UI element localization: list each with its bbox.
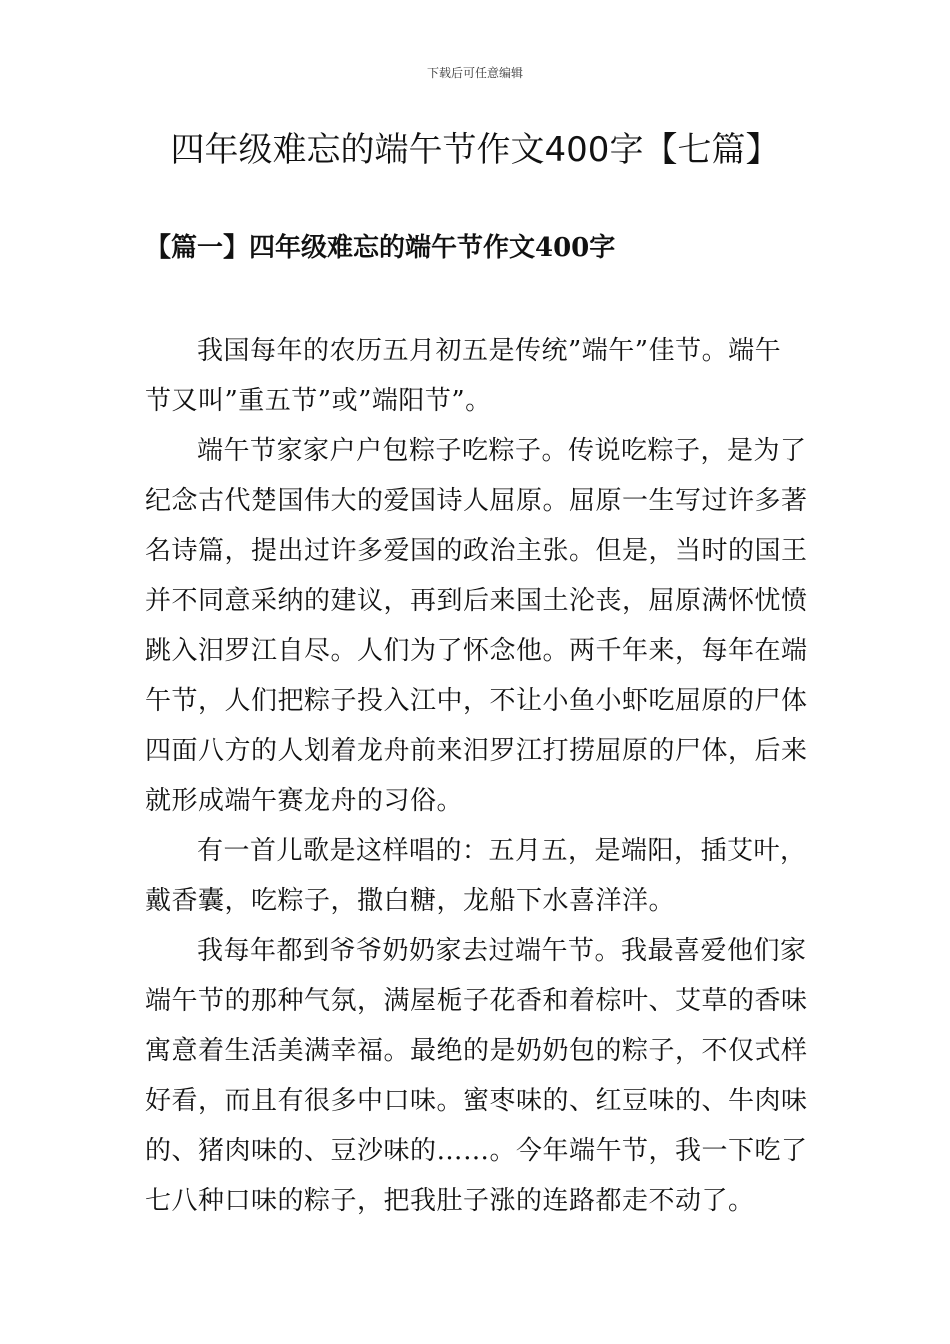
text-line: 名诗篇，提出过许多爱国的政治主张。但是，当时的国王 — [145, 536, 808, 566]
text-line: 节又叫”重五节”或”端阳节”。 — [145, 386, 492, 416]
text-line: 午节，人们把粽子投入江中，不让小鱼小虾吃屈原的尸体 — [145, 686, 808, 716]
text-line: 并不同意采纳的建议，再到后来国土沦丧，屈原满怀忧愤 — [145, 586, 808, 616]
text-line: 我国每年的农历五月初五是传统”端午”佳节。端午 — [197, 336, 782, 366]
text-line: 纪念古代楚国伟大的爱国诗人屈原。屈原一生写过许多著 — [145, 486, 808, 516]
paragraph-1 — [145, 326, 805, 426]
text-line: 端午节的那种气氛，满屋栀子花香和着棕叶、艾草的香味 — [145, 986, 808, 1016]
text-line: 好看，而且有很多中口味。蜜枣味的、红豆味的、牛肉味 — [145, 1086, 808, 1116]
text-line: 寓意着生活美满幸福。最绝的是奶奶包的粽子，不仅式样 — [145, 1036, 808, 1066]
text-line: 跳入汨罗江自尽。人们为了怀念他。两千年来，每年在端 — [145, 636, 808, 666]
body-text — [145, 326, 808, 1226]
paragraph-2 — [145, 426, 808, 826]
section-heading: 【篇一】四年级难忘的端午节作文400字 — [145, 233, 616, 263]
text-line: 有一首儿歌是这样唱的：五月五，是端阳，插艾叶， — [197, 836, 807, 866]
text-line: 就形成端午赛龙舟的习俗。 — [145, 786, 464, 816]
text-line: 的、猪肉味的、豆沙味的……。今年端午节，我一下吃了 — [145, 1136, 808, 1166]
text-line: 七八种口味的粽子，把我肚子涨的连路都走不动了。 — [145, 1186, 755, 1216]
paragraph-3 — [145, 826, 805, 926]
header-note: 下载后可任意编辑 — [426, 66, 523, 80]
document-title: 四年级难忘的端午节作文400字【七篇】 — [170, 130, 780, 170]
text-line: 我每年都到爷爷奶奶家去过端午节。我最喜爱他们家 — [197, 936, 807, 966]
text-line: 戴香囊，吃粽子，撒白糖，龙船下水喜洋洋。 — [145, 886, 676, 916]
text-line: 四面八方的人划着龙舟前来汨罗江打捞屈原的尸体，后来 — [145, 736, 808, 766]
paragraph-4 — [145, 926, 808, 1226]
text-line: 端午节家家户户包粽子吃粽子。传说吃粽子，是为了 — [197, 436, 807, 466]
